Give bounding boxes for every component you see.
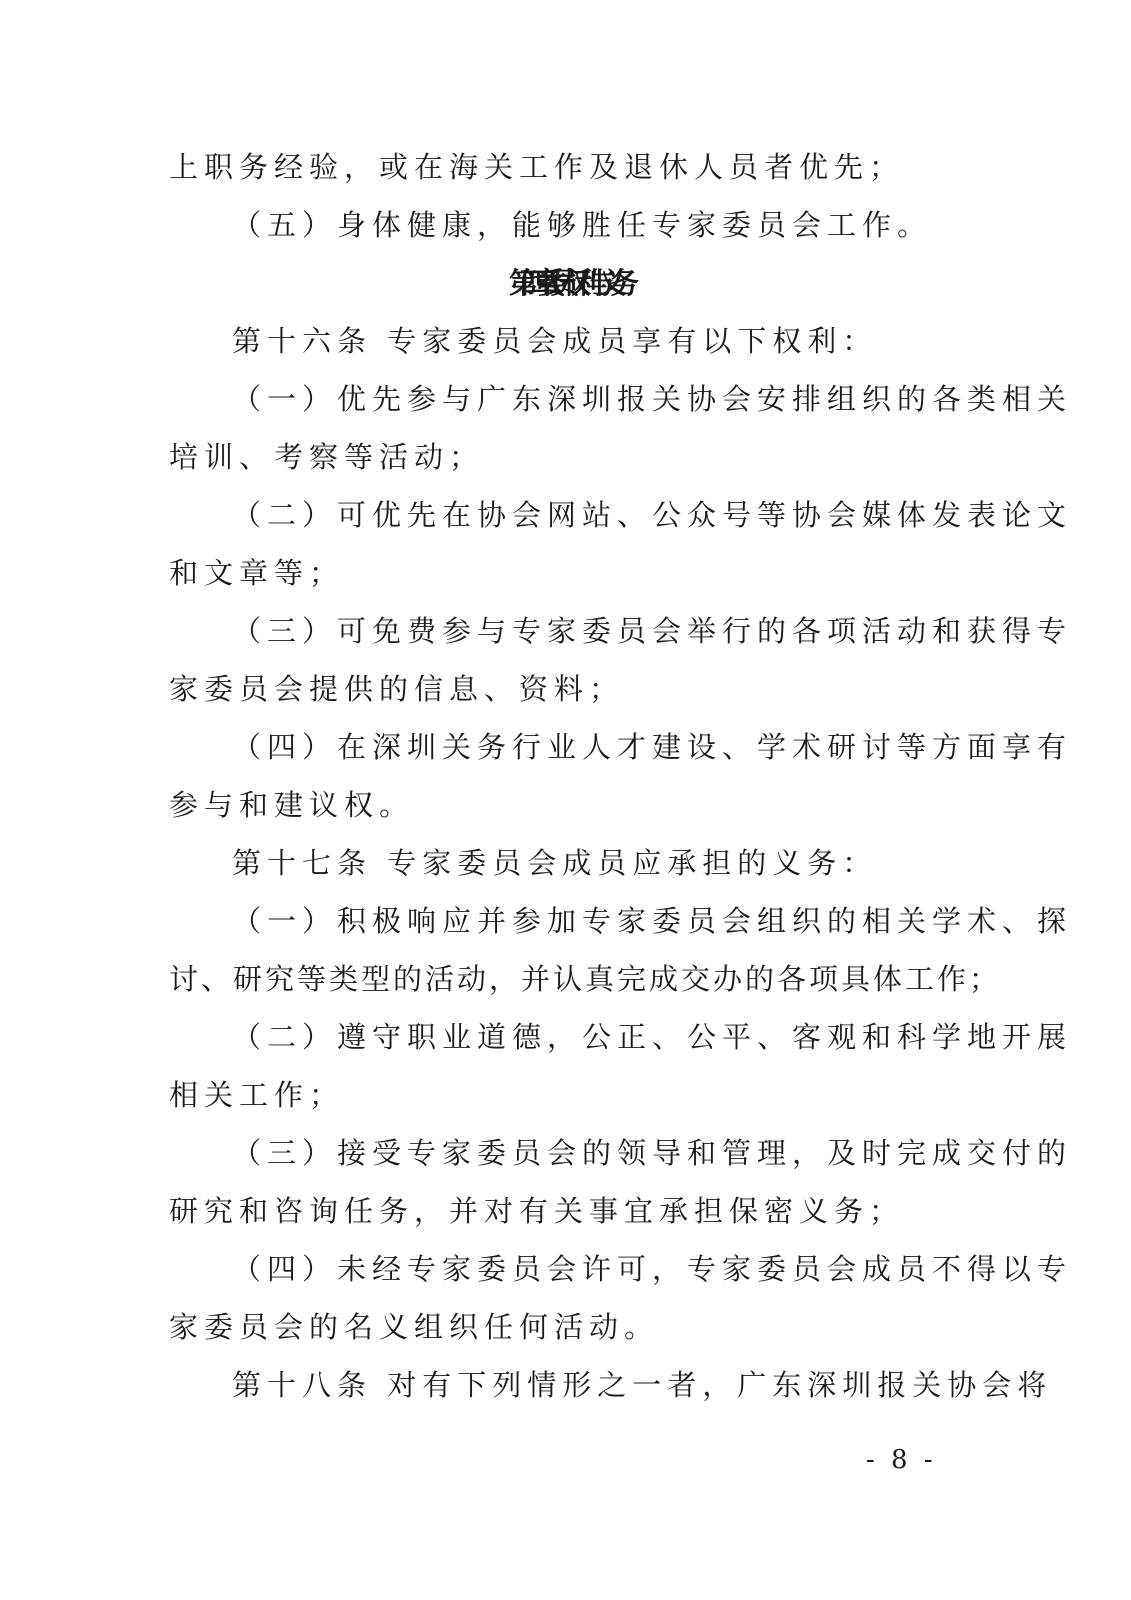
rights-item-one-cont: 培训、考察等活动； <box>169 440 485 474</box>
duties-item-one-cont: 讨、研究等类型的活动，并认真完成交办的各项具体工作； <box>169 962 1002 996</box>
chapter-heading: 第四章 委员权利与义务 <box>508 266 623 300</box>
rights-item-four-cont: 参与和建议权。 <box>169 788 415 822</box>
rights-item-one: （一）优先参与广东深圳报关协会安排组织的各类相关 <box>232 382 1073 416</box>
list-item-five: （五）身体健康，能够胜任专家委员会工作。 <box>232 208 933 242</box>
duties-item-four: （四）未经专家委员会许可，专家委员会成员不得以专 <box>232 1252 1073 1286</box>
page-number: - 8 - <box>866 1445 937 1475</box>
article-sixteen: 第十六条 专家委员会成员享有以下权利： <box>232 324 878 358</box>
body-text-line: 上职务经验，或在海关工作及退休人员者优先； <box>169 150 905 184</box>
article-eighteen: 第十八条 对有下列情形之一者，广东深圳报关协会将 <box>232 1368 1053 1402</box>
duties-item-three: （三）接受专家委员会的领导和管理，及时完成交付的 <box>232 1136 1073 1170</box>
duties-item-two-cont: 相关工作； <box>169 1078 345 1112</box>
duties-item-one: （一）积极响应并参加专家委员会组织的相关学术、探 <box>232 904 1073 938</box>
rights-item-four: （四）在深圳关务行业人才建设、学术研讨等方面享有 <box>232 730 1073 764</box>
duties-item-four-cont: 家委员会的名义组织任何活动。 <box>169 1310 660 1344</box>
duties-item-two: （二）遵守职业道德，公正、公平、客观和科学地开展 <box>232 1020 1073 1054</box>
rights-item-three-cont: 家委员会提供的信息、资料； <box>169 672 625 706</box>
rights-item-three: （三）可免费参与专家委员会举行的各项活动和获得专 <box>232 614 1073 648</box>
article-seventeen: 第十七条 专家委员会成员应承担的义务： <box>232 846 878 880</box>
rights-item-two-cont: 和文章等； <box>169 556 345 590</box>
duties-item-three-cont: 研究和咨询任务，并对有关事宜承担保密义务； <box>169 1194 905 1228</box>
rights-item-two: （二）可优先在协会网站、公众号等协会媒体发表论文 <box>232 498 1073 532</box>
